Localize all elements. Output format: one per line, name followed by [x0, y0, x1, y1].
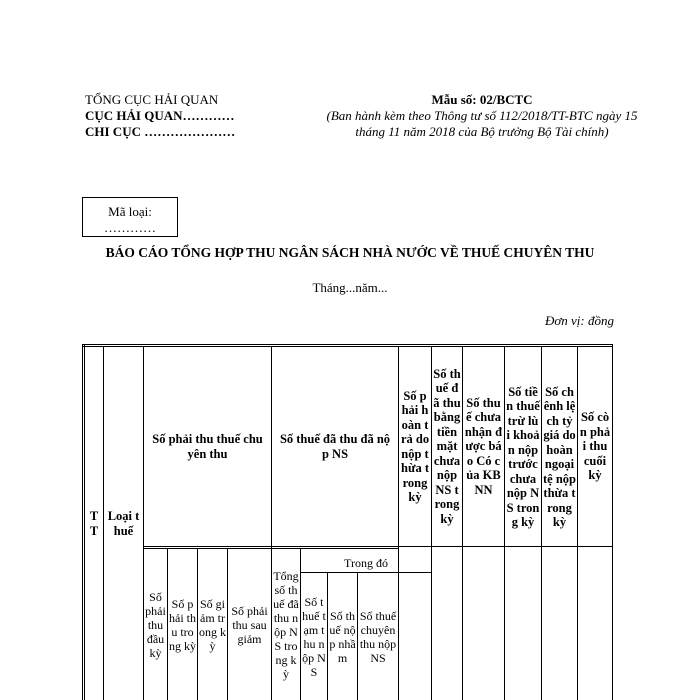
header-payable-group: Số phải thu thuế chuyên thu — [152, 432, 263, 461]
subheader-opening: Số phải thu đầu kỳ — [145, 589, 166, 660]
subheader-total-paid: Tổng số thuế đã thu nộp NS trong kỳ — [273, 568, 299, 681]
header-tt: TT — [89, 509, 99, 538]
header-refund: Số phải hoàn trả do nộp thừa trong kỳ — [400, 388, 430, 504]
agency-header — [85, 92, 305, 140]
code-label: Mã loại: — [108, 204, 152, 219]
subheader-temp: Số thuế tạm thu nộp NS — [302, 594, 326, 679]
header-cash-unpaid: Số thuế đã thu bằng tiền mặt chưa nộp NS trong kỳ — [433, 366, 461, 526]
header-offset: Số tiền thuế trừ lùi khoản nộp trước chưa nộp NS trong kỳ — [506, 384, 540, 529]
agency-name: TỔNG CỤC HẢI QUAN — [85, 92, 219, 107]
table-border-right — [612, 344, 613, 700]
header-fx-diff: Số chênh lệch tỷ giá do hoàn ngoại tệ nộp thừa trong kỳ — [543, 384, 576, 529]
header-tax-type: Loại thuế — [107, 509, 140, 538]
subheader-of-which: Trong đó — [344, 555, 388, 570]
code-box — [82, 197, 178, 237]
report-period: Tháng...năm... — [312, 280, 388, 295]
department-name: CỤC HẢI QUAN………… — [85, 108, 235, 123]
header-remaining: Số còn phải thu cuối kỳ — [579, 410, 611, 483]
report-title: BÁO CÁO TỔNG HỢP THU NGÂN SÁCH NHÀ NƯỚC VỀ THUẾ CHUYÊN THU — [105, 245, 595, 260]
branch-name: CHI CỤC ………………… — [85, 124, 236, 139]
subheader-special: Số thuế chuyên thu nộp NS — [359, 608, 397, 665]
form-number: Mẫu số: 02/BCTC — [431, 92, 533, 107]
code-value: ………… — [104, 220, 156, 235]
header-paid-group: Số thuế đã thu đã nộp NS — [279, 432, 391, 461]
report-unit: Đơn vị: đồng — [544, 313, 614, 328]
form-header — [318, 92, 646, 140]
subheader-in-period: Số phải thu trong kỳ — [169, 596, 196, 653]
table-border-top — [82, 344, 613, 345]
subheader-import: Số thuế nộp nhầm — [329, 608, 356, 665]
form-note: (Ban hành kèm theo Thông tư số 112/2018/TT-BTC ngày 15 tháng 11 năm 2018 của Bộ trưởng Bộ Tài chính) — [326, 108, 638, 139]
subheader-decrease: Số giảm trong kỳ — [199, 596, 226, 653]
subheader-after-decrease: Số phải thu sau giảm — [231, 603, 268, 646]
table-border-left — [82, 344, 83, 700]
header-not-reported: Số thuế chưa nhận được báo Có của KBNN — [464, 395, 503, 497]
